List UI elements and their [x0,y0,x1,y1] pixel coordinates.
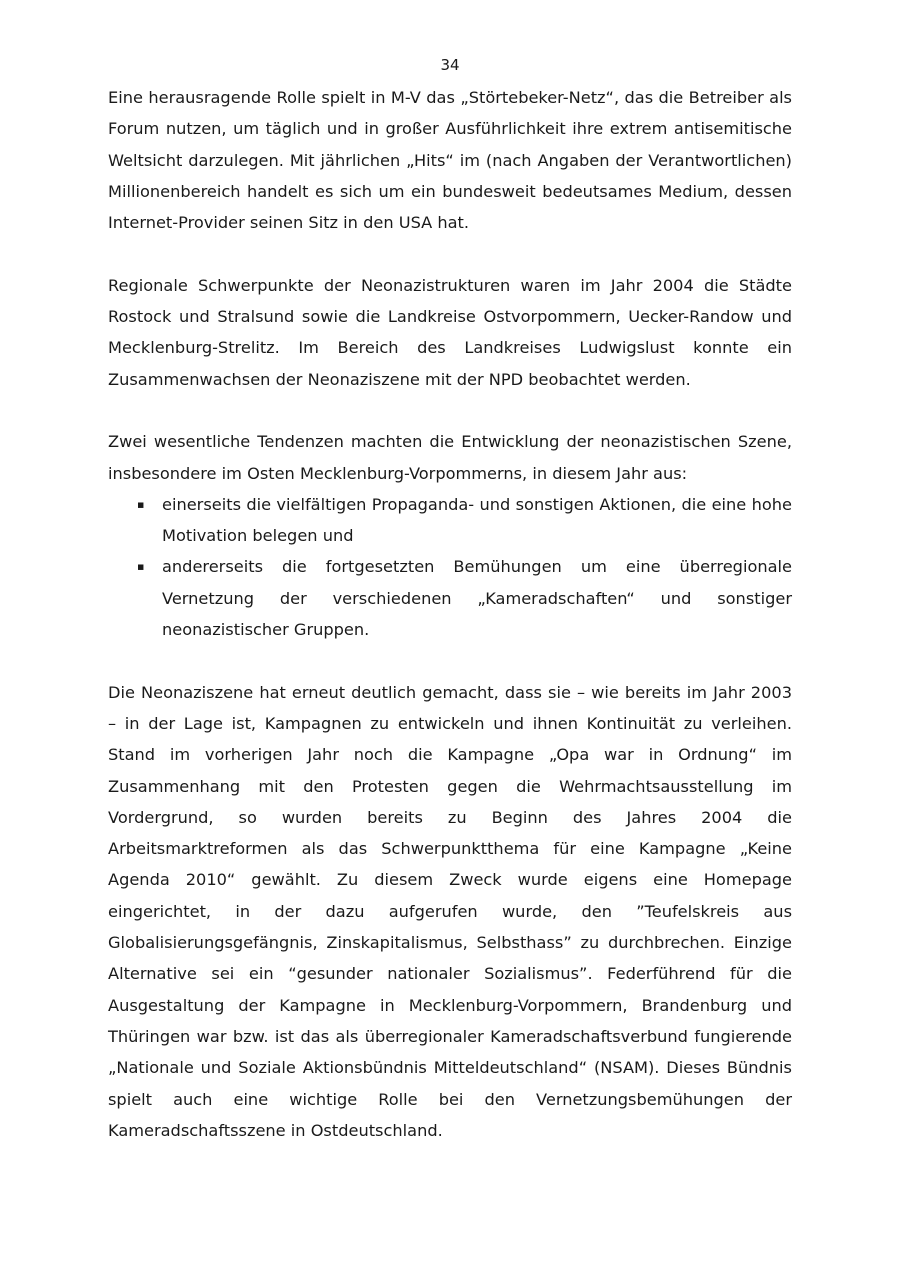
tendencies-list [108,489,792,645]
list-item [108,551,792,645]
paragraph-regional-focus: Regionale Schwerpunkte der Neonazistrukturen waren im Jahr 2004 die Städte Rostock und Stralsund sowie die Landkreise Ostvorpommern, Uecker-Randow und Mecklenburg-Strelitz. Im Bereich des Landkreises Ludwigslust konnte ein Zusammenwachsen der Neonaziszene mit der NPD beobachtet werden. [108,275,792,389]
paragraph-tendencies-intro: Zwei wesentliche Tendenzen machten die Entwicklung der neonazistischen Szene, insbesondere im Osten Mecklenburg-Vorpommerns, in diesem Jahr aus: [108,432,792,483]
list-item-text: einerseits die vielfältigen Propaganda- und sonstigen Aktionen, die eine hohe Motivation belegen und [162,494,792,546]
bullet-icon: ▪ [137,497,145,511]
body-text [108,82,792,1177]
page-number: 34 [440,56,460,74]
paragraph-campaigns: Die Neonaziszene hat erneut deutlich gemacht, dass sie – wie bereits im Jahr 2003 – in der Lage ist, Kampagnen zu entwickeln und ihnen Kontinuität zu verleihen. Stand im vorherigen Jahr noch die Kampagne „Opa war in Ordnung“ im Zusammenhang mit den Protesten gegen die Wehrmachtsausstellung im Vordergrund, so wurden bereits zu Beginn des Jahres 2004 die Arbeitsmarktreformen als das Schwerpunktthema für eine Kampagne „Keine Agenda 2010“ gewählt. Zu diesem Zweck wurde eigens eine Homepage eingerichtet, in der dazu aufgerufen wurde, den ”Teufelskreis aus Globalisierungsgefängnis, Zinskapitalismus, Selbsthass” zu durchbrechen. Einzige Alternative sei ein “gesunder nationaler Sozialismus”. Federführend für die Ausgestaltung der Kampagne in Mecklenburg-Vorpommern, Brandenburg und Thüringen war bzw. ist das als überregionaler Kameradschaftsverbund fungierende „Nationale und Soziale Aktionsbündnis Mitteldeutschland“ (NSAM). Dieses Bündnis spielt auch eine wichtige Rolle bei den Vernetzungsbemühungen der Kameradschaftsszene in Ostdeutschland. [108,682,792,1140]
paragraph-stoertebeker: Eine herausragende Rolle spielt in M-V das „Störtebeker-Netz“, das die Betreiber als Forum nutzen, um täglich und in großer Ausführlichkeit ihre extrem antisemitische Weltsicht darzulegen. Mit jährlichen „Hits“ im (nach Angaben der Verantwortlichen) Millionenbereich handelt es sich um ein bundesweit bedeutsames Medium, dessen Internet-Provider seinen Sitz in den USA hat. [108,88,792,233]
list-item-text: andererseits die fortgesetzten Bemühungen um eine überregionale Vernetzung der verschiedenen „Kameradschaften“ und sonstiger neonazistischer Gruppen. [162,557,792,640]
bullet-icon: ▪ [137,560,145,574]
list-item [108,489,792,552]
